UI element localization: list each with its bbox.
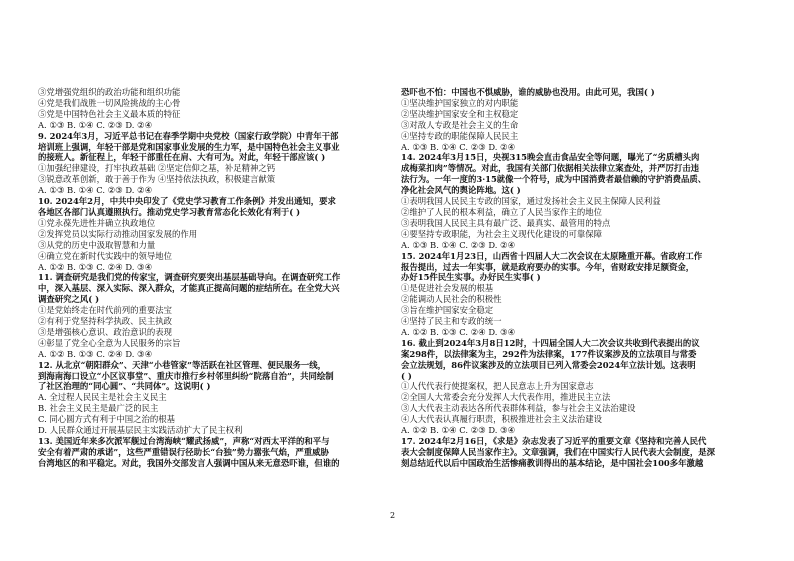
text-line: 15. 2024年1月23日，山西省十四届人大二次会议在太原隆重开幕。省政府工作 [401, 250, 703, 261]
text-line: ③表明我国人民民主具有最广泛、最真实、最管用的特点 [401, 217, 611, 228]
text-line: 14. 2024年3月15日，央视315晚会直击食品安全等问题，曝光了“劣质槽头肉 [401, 152, 700, 163]
text-line: 9. 2024年3月，习近平总书记在春季学期中央党校（国家行政学院）中青年干部 [38, 130, 339, 141]
text-line: ①坚决维护国家独立的对内职能 [401, 97, 519, 108]
text-line: ③对敌人专政是社会主义的生命 [401, 119, 519, 130]
text-line: ②能调动人民社会的积极性 [401, 294, 502, 305]
page-number: 2 [390, 511, 396, 520]
text-line: 安全有着严肃的承诺”，这些严重错误行径助长“台独”势力嚣张气焰，严重威胁 [38, 446, 329, 457]
text-line: A. ①② B. ①③ C. ②④ D. ③④ [401, 326, 516, 337]
text-line: 会立法规划，86件议案涉及的立法项目已列入常委会2024年立法计划。这表明 [401, 359, 696, 370]
text-line: 法行为。一年一度的3·15就像一个符号，成为中国消费者最信赖的守护消费品质、 [401, 174, 707, 185]
text-line: ④彰显了党全心全意为人民服务的宗旨 [38, 337, 181, 348]
text-line: 到海南海口设立“小区议事堂”、重庆市推行乡村邻里纠纷“院落自治”，共同绘制 [38, 370, 334, 381]
text-line: ④确立党在新时代实践中的领导地位 [38, 250, 172, 261]
text-line: 净化社会风气的舆论阵地。这( ) [401, 185, 521, 196]
text-line: 10. 2024年2月，中共中央印发了《党史学习教育工作条例》并发出通知，要求 [38, 196, 336, 207]
text-line: A. ①② B. ①③ C. ②④ D. ③④ [38, 261, 153, 272]
text-line: 案298件，以法律案为主，292件为法律案，177件议案涉及的立法项目与常委 [401, 348, 697, 359]
text-line: 办好15件民生实事。办好民生实事( ) [401, 272, 541, 283]
text-line: A. ①③ B. ①④ C. ②③ D. ②④ [401, 239, 516, 250]
text-line: ③从党的历史中汲取智慧和力量 [38, 239, 156, 250]
text-line: ①是促进社会发展的根基 [401, 283, 494, 294]
text-line: ①党永葆先进性并确立执政地位 [38, 217, 156, 228]
text-line: ②有利于党坚持科学执政、民主执政 [38, 316, 172, 327]
text-line: A. ①③ B. ①④ C. ②③ D. ②④ [38, 185, 153, 196]
text-line: 报告提出，过去一年实事，就是政府要办的实事。今年，省财政安排足额资金， [401, 261, 695, 272]
text-line: 各地区各部门认真遵照执行。推动党史学习教育常态化长效化有利于( ) [38, 206, 301, 217]
text-line: ③人大代表主动表达各所代表群体利益，参与社会主义法治建设 [401, 403, 636, 414]
text-line: A. 全过程人民民主是社会主义民主 [38, 392, 167, 403]
text-line: B. 社会主义民主是最广泛的民主 [38, 403, 159, 414]
text-line: ④人大代表认真履行职责，积极推进社会主义法治建设 [401, 414, 602, 425]
text-line: A. ①② B. ①④ C. ②③ D. ③④ [401, 425, 516, 436]
text-line: 16. 截止到2024年3月8日12时，十四届全国人大二次会议共收到代表提出的议 [401, 337, 700, 348]
text-line: 中，深入基层、深入实际、深入群众，才能真正提高问题的症结所在。在全党大兴 [38, 283, 340, 294]
text-line: ③旨在维护国家安全稳定 [401, 305, 494, 316]
text-line: 台湾地区的和平稳定。对此，我国外交部发言人强调中国从来无意恐吓谁，但谁的 [38, 457, 340, 468]
text-line: 了社区治理的“同心圆”、“共同体”。这说明( ) [38, 381, 211, 392]
text-line: ①加强纪律建设，打牢执政基础 ②坚定信仰之基，补足精神之钙 [38, 163, 276, 174]
text-line: ①人代代表行使提案权，把人民意志上升为国家意志 [401, 381, 594, 392]
text-line: ②维护了人民的根本利益，确立了人民当家作主的地位 [401, 206, 602, 217]
text-line: 恐吓也不怕：中国也不惧威胁，谁的威胁也没用。由此可见，我国( ) [401, 87, 655, 97]
text-line: ③是增强核心意识、政治意识的表现 [38, 326, 172, 337]
text-line: 刻总结近代以后中国政治生活惨痛教训得出的基本结论，是中国社会100多年激越 [401, 457, 704, 468]
text-line: 的接班人。新征程上，年轻干部重任在肩、大有可为。对此，年轻干部应该( ) [38, 152, 326, 163]
text-line: ( ) [401, 370, 412, 381]
text-line: A. ①③ B. ①④ C. ②③ D. ②④ [401, 141, 516, 152]
text-line: ④坚持了民主和专政的统一 [401, 316, 502, 327]
right-column [401, 87, 766, 469]
text-line: ②坚决维护国家安全和主权稳定 [401, 108, 519, 119]
text-line: D. 人民群众通过开展基层民主实践活动扩大了民主权利 [38, 425, 243, 436]
text-line: ③党增强党组织的政治功能和组织功能 [38, 87, 181, 97]
text-line: ④坚持专政的职能保障人民民主 [401, 130, 519, 141]
text-line: 13. 美国近年来多次派军舰过台湾海峡“耀武扬威”，声称“对西太平洋的和平与 [38, 436, 330, 446]
left-column [38, 87, 403, 469]
text-line: A. ①② B. ①③ C. ②④ D. ③④ [38, 348, 153, 359]
text-line: 表大会制度保障人民当家作主》。文章强调，我们在中国实行人民代表大会制度，是深 [401, 446, 716, 457]
text-line: ①是党始终走在时代前列的重要法宝 [38, 305, 172, 316]
text-line: ③锐意改革创新，敢于善于作为 ④坚持依法执政，积极建言献策 [38, 174, 276, 185]
text-line: 培训班上强调，年轻干部是党和国家事业发展的生力军，是中国特色社会主义事业 [38, 141, 340, 152]
text-line: ⑤党是中国特色社会主义最本质的特征 [38, 108, 181, 119]
text-line: ④要坚持专政职能，为社会主义现代化建设的可靠保障 [401, 228, 602, 239]
text-line: 12. 从北京“朝阳群众”、天津“小巷管家”等活跃在社区管理、便民服务一线， [38, 359, 327, 370]
text-line: 17. 2024年2月16日，《求是》杂志发表了习近平的重要文章《坚持和完善人民代 [401, 436, 707, 446]
text-line: ②发挥党员以实际行动推动国家发展的作用 [38, 228, 198, 239]
text-line: ①表明我国人民民主专政的国家，通过发扬社会主义民主保障人民利益 [401, 196, 661, 207]
text-line: A. ①③ B. ①④ C. ②③ D. ②④ [38, 119, 153, 130]
text-line: C. 同心圆方式有利于中国之治的根基 [38, 414, 176, 425]
text-line: ④党是我们战胜一切风险挑战的主心骨 [38, 97, 181, 108]
text-line: 11. 调查研究是我们党的传家宝，调查研究要突出基层基础导向。在调查研究工作 [38, 272, 341, 283]
text-line: ②全国人大常委会充分发挥人大代表作用，推进民主立法 [401, 392, 611, 403]
text-line: 调查研究之风( ) [38, 294, 100, 305]
text-line: 成梅菜扣肉”等情况。对此，我国有关部门依据相关法律立案查处，并严厉打击违 [401, 163, 699, 174]
